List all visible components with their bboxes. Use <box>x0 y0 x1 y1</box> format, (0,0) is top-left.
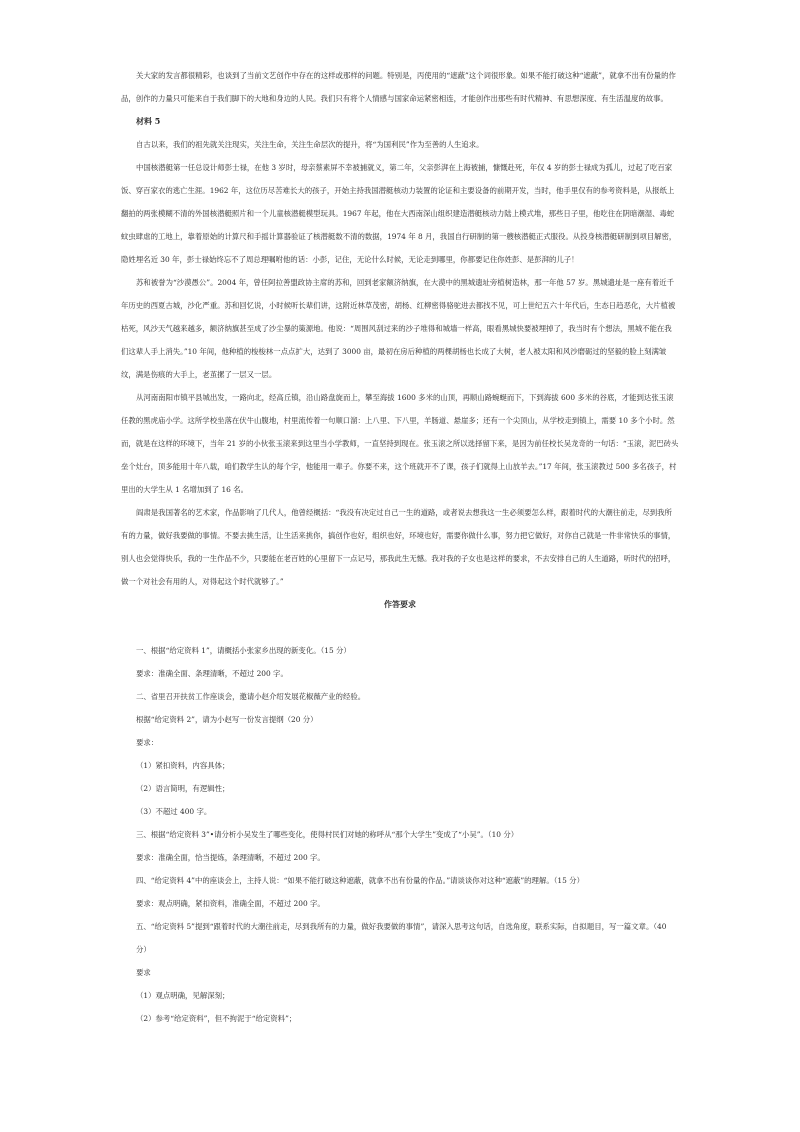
question-line: 五、“给定资料 5”提到“跟着时代的大潮往前走，尽到我所有的力量，做好我要做的事情”，请深入思考这句话，自选角度，联系实际，自拟题目，写一篇文章。（40 分） <box>136 922 667 954</box>
document-content <box>121 64 679 1030</box>
material-paragraph: 中国核潜艇第一任总设计师彭士禄，在他 3 岁时，母亲蔡素屏不幸被捕就义，第二年，父亲彭湃在上海被捕，慷慨赴死，年仅 4 岁的彭士禄成为孤儿，过起了吃百家饭、穿百家衣的逃亡生涯。1962 年，这位历尽苦难长大的孩子，开始主持我国潜艇核动力装置的论证和主要设备的前期开发，当时，他手里仅有的参考资料是，从报纸上翻拍的两张模糊不清的外国核潜艇照片和一个儿童核潜艇模型玩具。1967 年起，他在大西南深山组织建造潜艇核动力陆上模式堆，那些日子里，他吃住在阴暗潮湿、毒蛇蚊虫肆虐的工地上，靠着原始的计算尺和手摇计算器验证了核潜艇数不清的数据，1974 年 8 月，我国自行研制的第一艘核潜艇正式服役。从投身核潜艇研制到项目解密，隐姓埋名近 30 年，彭士禄始终忘不了周总理嘱咐他的话：小彭，记住，无论什么时候，无论走到哪里，你都要记住你姓彭、是彭湃的儿子！ <box>121 163 677 264</box>
question-line: 要求： <box>136 738 159 747</box>
material-paragraph: 从河南南阳市镇平县城出发，一路向北，经高丘镇，沿山路盘旋而上，攀至海拔 1600 多米的山顶，再顺山路蜿蜒而下，下到海拔 600 多米的谷底，才能到达张玉滚任教的黑虎庙小学。这所学校坐落在伏牛山腹地，村里流传着一句顺口溜：上八里、下八里，羊肠道、悬崖多；还有一个尖顶山，从学校走到镇上，需要 10 多个小时。然而，就是在这样的环境下，当年 21 岁的小伙张玉滚来到这里当小学教师，一直坚持到现在。张玉滚之所以选择留下来，是因为前任校长吴龙奇的一句话：“玉滚，泥巴砖头垒个灶台，顶多能用十年八载，咱们教学生认的每个字，他能用一辈子。你要不来，这个班就开不了课，孩子们就得上山放羊去。”17 年间，张玉滚教过 500 多名孩子，村里出的大学生从 1 名增加到了 16 名。 <box>121 393 679 494</box>
question-line: （1）观点明确，见解深刻； <box>136 991 230 1000</box>
question-line: 根据“给定资料 2”，请为小赵写一份发言提纲（20 分） <box>136 715 318 724</box>
intro-paragraph: 关大家的发言都很精彩，也谈到了当前文艺创作中存在的这样或那样的问题。特别是，丙使用的“遮蔽”这个词很形象。如果不能打破这种“遮蔽”，就拿不出有份量的作品，创作的力量只可能来自于我们脚下的大地和身边的人民。我们只有将个人情感与国家命运紧密相连，才能创作出那些有时代精神、有思想深度、有生活温度的故事。 <box>121 71 676 103</box>
question-line: （3）不超过 400 字。 <box>136 807 212 816</box>
question-line: 要求：准确全面、条理清晰，不超过 200 字。 <box>136 669 288 678</box>
question-line: （1）紧扣资料，内容具体； <box>136 761 230 770</box>
question-line: （2）语言简明，有逻辑性； <box>136 784 230 793</box>
question-line: 要求：观点明确，紧扣资料，准确全面，不超过 200 字。 <box>136 899 325 908</box>
question-line: 要求：准确全面，恰当提炼，条理清晰，不超过 200 字。 <box>136 853 325 862</box>
question-line: 四、“给定资料 4”中的座谈会上，主持人说：“如果不能打破这种遮蔽，就拿不出有份量的作品。”请谈谈你对这种“遮蔽”的理解。（15 分） <box>136 876 584 885</box>
requirements-title: 作答要求 <box>384 599 416 609</box>
question-line: （2）参考“给定资料”，但不拘泥于“给定资料”； <box>136 1014 297 1023</box>
material-paragraph: 自古以来，我们的祖先就关注现实，关注生命，关注生命层次的提升，将“为国利民”作为至善的人生追求。 <box>136 140 484 149</box>
material-heading: 材料 5 <box>136 116 161 126</box>
question-line: 二、省里召开扶贫工作座谈会，邀请小赵介绍发展花椒薇产业的经验。 <box>136 692 366 701</box>
material-paragraph: 阎肃是我国著名的艺术家，作品影响了几代人，他曾经概括：“我没有决定过自己一生的道路，或者说去想我这一生必须要怎么样，跟着时代的大潮往前走，尽到我所有的力量，做好我要做的事情。不要去挑生活，让生活来挑你，搞创作也好，组织也好，环境也好，需要你做什么事，努力把它做好，对你自己就是一件非常快乐的事情，别人也会觉得快乐，我的一生作品不少，只要能在老百姓的心里留下一点记号，那我此生无憾。我对我的子女也是这样的要求，不去安排自己的人生道路，听时代的招呼，做一个对社会有用的人，对得起这个时代就够了。” <box>121 508 676 586</box>
question-line: 一、根据“给定资料 1”，请概括小张家乡出现的新变化。（15 分） <box>136 646 351 655</box>
material-paragraph: 苏和被誉为“沙漠愚公”。2004 年，曾任阿拉善盟政协主席的苏和，回到老家额济纳旗，在大漠中的黑城遗址旁植树造林，那一年他 57 岁。黑城遗址是一座有着近千年历史的西夏古城，沙化严重。苏和回忆说，小时候听长辈们讲，这附近林草茂密，胡杨、红柳密得骆驼进去都找不见，可上世纪五六十年代后，生态日趋恶化，大片植被枯死，风沙天气越来越多，额济纳旗甚至成了沙尘暴的策源地。他说：“周围风刮过来的沙子堆得和城墙一样高，眼看黑城快要被埋掉了，我当时有个想法，黑城不能在我们这辈人手上消失。”10 年间，他种植的梭梭林一点点扩大，达到了 3000 亩，最初在房后种植的两棵胡杨也长成了大树，老人被太阳和风沙磨砺过的坚毅的脸上刻满皱纹，满是伤痕的大手上，老茧摞了一层又一层。 <box>121 278 676 379</box>
question-line: 要求 <box>136 968 151 977</box>
question-line: 三、根据“给定资料 3”•请分析小吴发生了哪些变化，使得村民们对她的称呼从“那个大学生”变成了“小吴”。（10 分） <box>136 830 519 839</box>
